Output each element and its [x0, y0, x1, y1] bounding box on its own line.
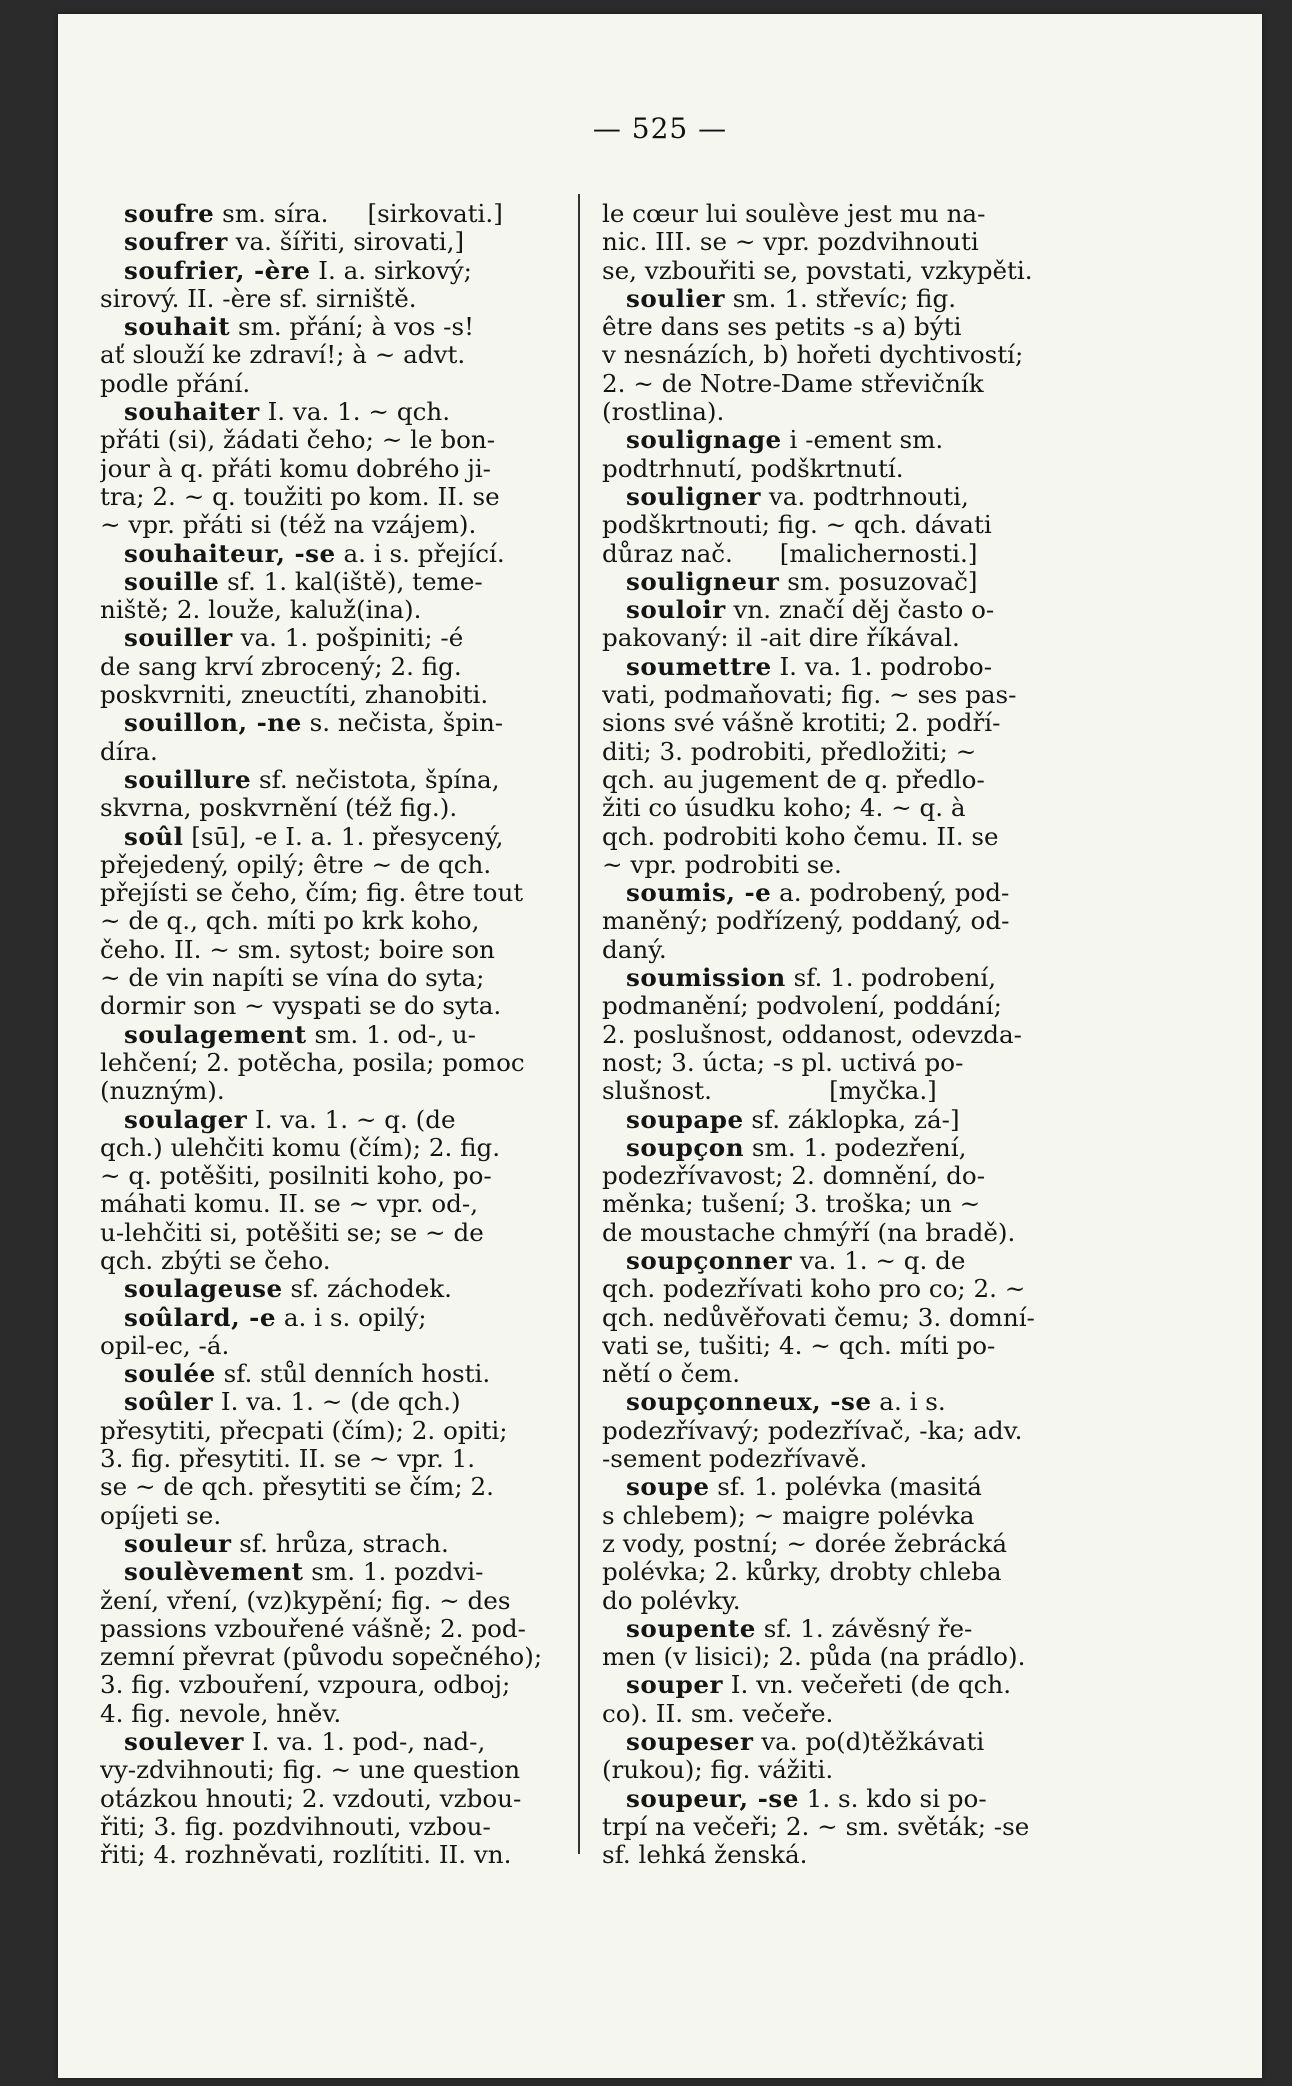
entry-text: u-lehčiti si, potěšiti se; se ~ de: [100, 1218, 484, 1247]
dictionary-line: [100, 1615, 580, 1643]
dictionary-line: [100, 1332, 580, 1360]
entry-text: qch. au jugement de q. předlo-: [602, 765, 985, 794]
dictionary-line: [100, 879, 580, 907]
headword: soûl: [124, 822, 184, 851]
dictionary-entry-start: [100, 709, 580, 737]
dictionary-entry-start: [100, 1728, 580, 1756]
entry-text: maněný; podřízený, poddaný, od-: [602, 907, 1010, 936]
entry-text: sm. posuzovač]: [779, 567, 978, 596]
dictionary-entry-start: [100, 1106, 580, 1134]
dictionary-line: [602, 681, 1082, 709]
headword: souligner: [626, 482, 761, 511]
entry-text: přáti (si), žádati čeho; ~ le bon-: [100, 426, 496, 455]
dictionary-entry-start: [100, 624, 580, 652]
headword: souhaiter: [124, 398, 260, 427]
headword: soupçon: [626, 1133, 745, 1162]
dictionary-entry-start: [602, 1671, 1082, 1699]
entry-text: va. šířiti, sirovati,]: [227, 228, 465, 257]
dictionary-line: [602, 851, 1082, 879]
dictionary-entry-start: [602, 653, 1082, 681]
dictionary-line: [100, 483, 580, 511]
entry-text: ať slouží ke zdraví!; à ~ advt.: [100, 341, 466, 370]
dictionary-line: [100, 653, 580, 681]
entry-text: sm. síra. [sirkovati.]: [214, 200, 503, 228]
entry-text: podezřívavost; 2. domnění, do-: [602, 1162, 986, 1191]
entry-text: (rukou); fig. vážiti.: [602, 1756, 834, 1785]
dictionary-entry-start: [602, 596, 1082, 624]
dictionary-entry-start: [602, 285, 1082, 313]
dictionary-line: [100, 1813, 580, 1841]
entry-text: sf. záklopka, zá-]: [743, 1105, 960, 1134]
entry-text: skvrna, poskvrnění (též fig.).: [100, 794, 458, 823]
page-number: — 525 —: [592, 112, 728, 145]
entry-text: nětí o čem.: [602, 1360, 741, 1389]
entry-text: a. i s. přející.: [335, 539, 505, 568]
headword: souper: [626, 1671, 723, 1700]
entry-text: poskvrniti, zneuctíti, zhanobiti.: [100, 681, 489, 710]
entry-text: I. va. 1. ~ qch.: [259, 398, 451, 427]
dictionary-line: [100, 1785, 580, 1813]
headword: soulier: [626, 284, 725, 313]
entry-text: měnka; tušení; 3. troška; un ~: [602, 1190, 981, 1219]
dictionary-line: [602, 1275, 1082, 1303]
dictionary-line: [602, 228, 1082, 256]
entry-text: vati se, tušiti; 4. ~ qch. míti po-: [602, 1331, 996, 1360]
entry-text: sf. záchodek.: [282, 1275, 452, 1304]
entry-text: tra; 2. ~ q. toužiti po kom. II. se: [100, 482, 500, 511]
entry-text: řiti; 3. fig. pozdvihnouti, vzbou-: [100, 1812, 491, 1841]
entry-text: niště; 2. louže, kaluž(ina).: [100, 596, 422, 625]
entry-text: podškrtnouti; fig. ~ qch. dávati: [602, 511, 992, 540]
entry-text: sf. 1. polévka (masitá: [709, 1473, 982, 1502]
entry-text: přejedený, opilý; être ~ de qch.: [100, 850, 492, 879]
headword: soupente: [626, 1614, 756, 1643]
dictionary-entry-start: [602, 964, 1082, 992]
dictionary-line: [100, 851, 580, 879]
entry-text: přejísti se čeho, čím; fig. être tout: [100, 879, 524, 908]
dictionary-line: [602, 1530, 1082, 1558]
entry-text: ~ vpr. přáti si (též na vzájem).: [100, 511, 477, 540]
entry-text: 3. fig. vzbouření, vzpoura, odboj;: [100, 1671, 511, 1700]
dictionary-line: [100, 370, 580, 398]
entry-text: diti; 3. podrobiti, předložiti; ~: [602, 737, 977, 766]
headword: soulever: [124, 1728, 245, 1757]
entry-text: lehčení; 2. potěcha, posila; pomoc: [100, 1048, 525, 1077]
dictionary-line: [100, 1700, 580, 1728]
entry-text: jour à q. přáti komu dobrého ji-: [100, 454, 491, 483]
entry-text: daný.: [602, 935, 667, 964]
dictionary-line: [602, 1190, 1082, 1218]
entry-text: nic. III. se ~ vpr. pozdvihnouti: [602, 228, 979, 257]
entry-text: přesytiti, přecpati (čím); 2. opiti;: [100, 1416, 508, 1445]
headword: souille: [124, 567, 220, 596]
dictionary-line: [100, 1219, 580, 1247]
dictionary-line: [100, 907, 580, 935]
dictionary-line: [100, 1671, 580, 1699]
entry-text: ~ de q., qch. míti po krk koho,: [100, 907, 480, 936]
entry-text: a. podrobený, pod-: [771, 879, 1010, 908]
entry-text: žení, vření, (vz)kypění; fig. ~ des: [100, 1586, 511, 1615]
dictionary-line: [100, 1587, 580, 1615]
dictionary-line: [602, 1077, 1082, 1105]
dictionary-line: [602, 1643, 1082, 1671]
entry-text: podezřívavý; podezřívač, -ka; adv.: [602, 1416, 1023, 1445]
entry-text: nost; 3. úcta; -s pl. uctivá po-: [602, 1048, 964, 1077]
headword: souhait: [124, 313, 231, 342]
dictionary-entry-start: [602, 1247, 1082, 1275]
dictionary-line: [602, 1558, 1082, 1586]
headword: souillure: [124, 765, 252, 794]
dictionary-line: [602, 738, 1082, 766]
headword: soupape: [626, 1105, 744, 1134]
dictionary-entry-start: [100, 540, 580, 568]
dictionary-line: [100, 1247, 580, 1275]
dictionary-entry-start: [602, 1388, 1082, 1416]
dictionary-line: [602, 1587, 1082, 1615]
entry-text: i -ement sm.: [781, 426, 944, 455]
entry-text: (nuzným).: [100, 1077, 225, 1106]
entry-text: v nesnázích, b) hořeti dychtivostí;: [602, 341, 1024, 370]
dictionary-entry-start: [602, 426, 1082, 454]
entry-text: va. po(d)těžkávati: [753, 1728, 985, 1757]
entry-text: qch. podrobiti koho čemu. II. se: [602, 822, 999, 851]
headword: soufre: [124, 200, 215, 228]
dictionary-line: [100, 511, 580, 539]
dictionary-line: [100, 426, 580, 454]
dictionary-line: [602, 1502, 1082, 1530]
dictionary-entry-start: [100, 1388, 580, 1416]
dictionary-entry-start: [100, 1360, 580, 1388]
headword: soufrer: [124, 228, 228, 257]
headword: soûler: [124, 1388, 214, 1417]
entry-text: I. va. 1. podrobo-: [771, 652, 992, 681]
headword: souleur: [124, 1529, 232, 1558]
dictionary-line: [602, 794, 1082, 822]
dictionary-line: [602, 1304, 1082, 1332]
entry-text: 1. s. kdo si po-: [798, 1784, 987, 1813]
entry-text: sm. přání; à vos -s!: [230, 313, 474, 342]
entry-text: 3. fig. přesytiti. II. se ~ vpr. 1.: [100, 1445, 476, 1474]
entry-text: men (v lisici); 2. půda (na prádlo).: [602, 1643, 1026, 1672]
entry-text: co). II. sm. večeře.: [602, 1699, 834, 1728]
entry-text: de sang krví zbrocený; 2. fig.: [100, 652, 462, 681]
dictionary-line: [602, 936, 1082, 964]
dictionary-line: [602, 1021, 1082, 1049]
entry-text: I. a. sirkový;: [310, 256, 472, 285]
dictionary-entry-start: [100, 1275, 580, 1303]
headword: soulèvement: [124, 1558, 304, 1587]
headword: soupe: [626, 1473, 710, 1502]
entry-text: s chlebem); ~ maigre polévka: [602, 1501, 975, 1530]
entry-text: se, vzbouřiti se, povstati, vzkypěti.: [602, 256, 1033, 285]
headword: souiller: [124, 624, 233, 653]
dictionary-line: [602, 370, 1082, 398]
dictionary-entry-start: [100, 766, 580, 794]
dictionary-line: [602, 1756, 1082, 1784]
entry-text: sions své vášně krotiti; 2. podří-: [602, 709, 1001, 738]
entry-text: qch. nedůvěřovati čemu; 3. domní-: [602, 1303, 1035, 1332]
entry-text: podtrhnutí, podškrtnutí.: [602, 454, 904, 483]
right-column: [602, 200, 1082, 1870]
dictionary-entry-start: [602, 1728, 1082, 1756]
dictionary-line: [100, 1077, 580, 1105]
headword: soulagement: [124, 1020, 307, 1049]
headword: soumis, -e: [626, 879, 772, 908]
dictionary-entry-start: [602, 1473, 1082, 1501]
dictionary-entry-start: [100, 1021, 580, 1049]
dictionary-line: [602, 1360, 1082, 1388]
dictionary-line: [602, 709, 1082, 737]
entry-text: I. va. 1. pod-, nad-,: [244, 1728, 486, 1757]
dictionary-entry-start: [602, 879, 1082, 907]
entry-text: podle přání.: [100, 369, 251, 398]
dictionary-line: [100, 1445, 580, 1473]
headword: souillon, -ne: [124, 709, 302, 738]
dictionary-line: [100, 285, 580, 313]
headword: soulager: [124, 1105, 248, 1134]
entry-text: a. i s. opilý;: [276, 1303, 427, 1332]
entry-text: díra.: [100, 737, 158, 766]
entry-text: de moustache chmýří (na bradě).: [602, 1218, 1016, 1247]
entry-text: otázkou hnouti; 2. vzdouti, vzbou-: [100, 1784, 522, 1813]
dictionary-line: [100, 1643, 580, 1671]
headword: soulageuse: [124, 1275, 283, 1304]
headword: soulignage: [626, 426, 782, 455]
entry-text: sf. lehká ženská.: [602, 1841, 808, 1870]
dictionary-line: [602, 341, 1082, 369]
entry-text: I. va. 1. ~ q. (de: [247, 1105, 456, 1134]
entry-text: opil-ec, -á.: [100, 1331, 230, 1360]
headword: souhaiteur, -se: [124, 539, 336, 568]
left-column: [100, 200, 580, 1870]
entry-text: va. 1. pošpiniti; -é: [232, 624, 464, 653]
dictionary-line: [100, 341, 580, 369]
dictionary-entry-start: [602, 1615, 1082, 1643]
entry-text: 4. fig. nevole, hněv.: [100, 1699, 342, 1728]
dictionary-line: [100, 992, 580, 1020]
dictionary-entry-start: [100, 228, 580, 256]
dictionary-line: [602, 1162, 1082, 1190]
entry-text: do polévky.: [602, 1586, 741, 1615]
dictionary-line: [100, 964, 580, 992]
entry-text: va. 1. ~ q. de: [792, 1246, 966, 1275]
dictionary-entry-start: [100, 398, 580, 426]
entry-text: trpí na večeři; 2. ~ sm. světák; -se: [602, 1812, 1030, 1841]
dictionary-line: [100, 1049, 580, 1077]
headword: soûlard, -e: [124, 1303, 277, 1332]
entry-text: sf. stůl denních hosti.: [215, 1360, 491, 1389]
entry-text: -sement podezřívavě.: [602, 1445, 868, 1474]
dictionary-page: [58, 14, 1262, 2078]
dictionary-line: [602, 257, 1082, 285]
entry-text: [sū], -e I. a. 1. přesycený,: [183, 822, 504, 851]
entry-text: sf. 1. podrobení,: [785, 964, 997, 993]
entry-text: sf. nečistota, špína,: [251, 765, 500, 794]
headword: soupeser: [626, 1728, 754, 1757]
dictionary-line: [602, 992, 1082, 1020]
entry-text: opíjeti se.: [100, 1501, 222, 1530]
dictionary-line: [602, 313, 1082, 341]
entry-text: slušnost. [myčka.]: [602, 1077, 937, 1106]
entry-text: podmanění; podvolení, poddání;: [602, 992, 1002, 1021]
dictionary-line: [100, 1190, 580, 1218]
dictionary-line: [602, 511, 1082, 539]
entry-text: passions vzbouřené vášně; 2. pod-: [100, 1614, 526, 1643]
entry-text: I. vn. večeřeti (de qch.: [722, 1671, 1012, 1700]
entry-text: s. nečista, špin-: [301, 709, 504, 738]
entry-text: se ~ de qch. přesytiti se čím; 2.: [100, 1473, 494, 1502]
dictionary-line: [100, 455, 580, 483]
dictionary-entry-start: [100, 313, 580, 341]
dictionary-line: [100, 681, 580, 709]
entry-text: le cœur lui soulève jest mu na-: [602, 200, 986, 228]
entry-text: (rostlina).: [602, 398, 725, 427]
dictionary-line: [100, 738, 580, 766]
dictionary-line: [602, 1700, 1082, 1728]
dictionary-line: [602, 1219, 1082, 1247]
headword: souligneur: [626, 567, 780, 596]
entry-text: zemní převrat (původu sopečného);: [100, 1643, 543, 1672]
entry-text: sm. 1. střevíc; fig.: [724, 284, 957, 313]
headword: soumission: [626, 964, 786, 993]
entry-text: máhati komu. II. se ~ vpr. od-,: [100, 1190, 479, 1219]
dictionary-entry-start: [602, 1785, 1082, 1813]
dictionary-line: [100, 794, 580, 822]
entry-text: I. va. 1. ~ (de qch.): [213, 1388, 461, 1417]
entry-text: être dans ses petits -s a) býti: [602, 313, 962, 342]
entry-text: dormir son ~ vyspati se do syta.: [100, 992, 502, 1021]
dictionary-line: [602, 907, 1082, 935]
dictionary-entry-start: [100, 1304, 580, 1332]
dictionary-entry-start: [100, 823, 580, 851]
dictionary-line: [100, 936, 580, 964]
dictionary-line: [602, 1332, 1082, 1360]
dictionary-entry-start: [100, 1558, 580, 1586]
dictionary-line: [602, 455, 1082, 483]
dictionary-entry-start: [100, 568, 580, 596]
entry-text: ~ q. potěšiti, posilniti koho, po-: [100, 1162, 492, 1191]
entry-text: va. podtrhnouti,: [761, 482, 969, 511]
entry-text: sm. 1. pozdvi-: [303, 1558, 484, 1587]
dictionary-entry-start: [100, 1530, 580, 1558]
dictionary-entry-start: [602, 568, 1082, 596]
entry-text: z vody, postní; ~ dorée žebrácká: [602, 1529, 1008, 1558]
dictionary-line: [100, 1473, 580, 1501]
entry-text: důraz nač. [malichernosti.]: [602, 539, 978, 568]
dictionary-line: [602, 823, 1082, 851]
entry-text: sf. 1. kal(iště), teme-: [219, 567, 483, 596]
entry-text: sm. 1. podezření,: [744, 1133, 967, 1162]
dictionary-line: [602, 1813, 1082, 1841]
dictionary-entry-start: [100, 257, 580, 285]
entry-text: řiti; 4. rozhněvati, rozlítiti. II. vn.: [100, 1841, 512, 1870]
dictionary-entry-start: [602, 483, 1082, 511]
dictionary-line: [100, 596, 580, 624]
headword: soupçonneux, -se: [626, 1388, 872, 1417]
dictionary-line: [602, 398, 1082, 426]
headword: soufrier, -ère: [124, 256, 311, 285]
dictionary-entry-start: [100, 200, 580, 228]
dictionary-line: [602, 624, 1082, 652]
entry-text: 2. ~ de Notre-Dame střevičník: [602, 369, 984, 398]
dictionary-line: [100, 1162, 580, 1190]
column-divider: [578, 194, 580, 1854]
dictionary-entry-start: [602, 1106, 1082, 1134]
entry-text: čeho. II. ~ sm. sytost; boire son: [100, 935, 495, 964]
entry-text: a. i s.: [871, 1388, 946, 1417]
dictionary-line: [100, 1502, 580, 1530]
entry-text: ~ de vin napíti se vína do syta;: [100, 964, 485, 993]
dictionary-line: [602, 1049, 1082, 1077]
dictionary-line: [602, 1841, 1082, 1869]
dictionary-line: [100, 1841, 580, 1869]
entry-text: sf. 1. závěsný ře-: [755, 1614, 973, 1643]
entry-text: polévka; 2. kůrky, drobty chleba: [602, 1558, 1002, 1587]
dictionary-line: [602, 766, 1082, 794]
entry-text: qch.) ulehčiti komu (čím); 2. fig.: [100, 1133, 501, 1162]
dictionary-line: [100, 1134, 580, 1162]
entry-text: pakovaný: il -ait dire říkával.: [602, 624, 960, 653]
dictionary-line: [602, 1445, 1082, 1473]
entry-text: qch. zbýti se čeho.: [100, 1246, 331, 1275]
entry-text: sirový. II. -ère sf. sirniště.: [100, 284, 417, 313]
entry-text: sf. hrůza, strach.: [231, 1529, 449, 1558]
headword: soumettre: [626, 652, 772, 681]
headword: soupçonner: [626, 1246, 793, 1275]
entry-text: vy-zdvihnouti; fig. ~ une question: [100, 1756, 521, 1785]
dictionary-line: [602, 200, 1082, 228]
dictionary-entry-start: [602, 1134, 1082, 1162]
entry-text: vn. značí děj často o-: [725, 596, 995, 625]
dictionary-line: [602, 1417, 1082, 1445]
entry-text: 2. poslušnost, oddanost, odevzda-: [602, 1020, 1022, 1049]
headword: souloir: [626, 596, 726, 625]
dictionary-line: [100, 1756, 580, 1784]
entry-text: ~ vpr. podrobiti se.: [602, 850, 842, 879]
entry-text: sm. 1. od-, u-: [306, 1020, 476, 1049]
headword: soulée: [124, 1360, 216, 1389]
entry-text: qch. podezřívati koho pro co; 2. ~: [602, 1275, 1026, 1304]
dictionary-line: [602, 540, 1082, 568]
dictionary-line: [100, 1417, 580, 1445]
entry-text: žiti co úsudku koho; 4. ~ q. à: [602, 794, 966, 823]
headword: soupeur, -se: [626, 1784, 799, 1813]
entry-text: vati, podmaňovati; fig. ~ ses pas-: [602, 681, 1017, 710]
